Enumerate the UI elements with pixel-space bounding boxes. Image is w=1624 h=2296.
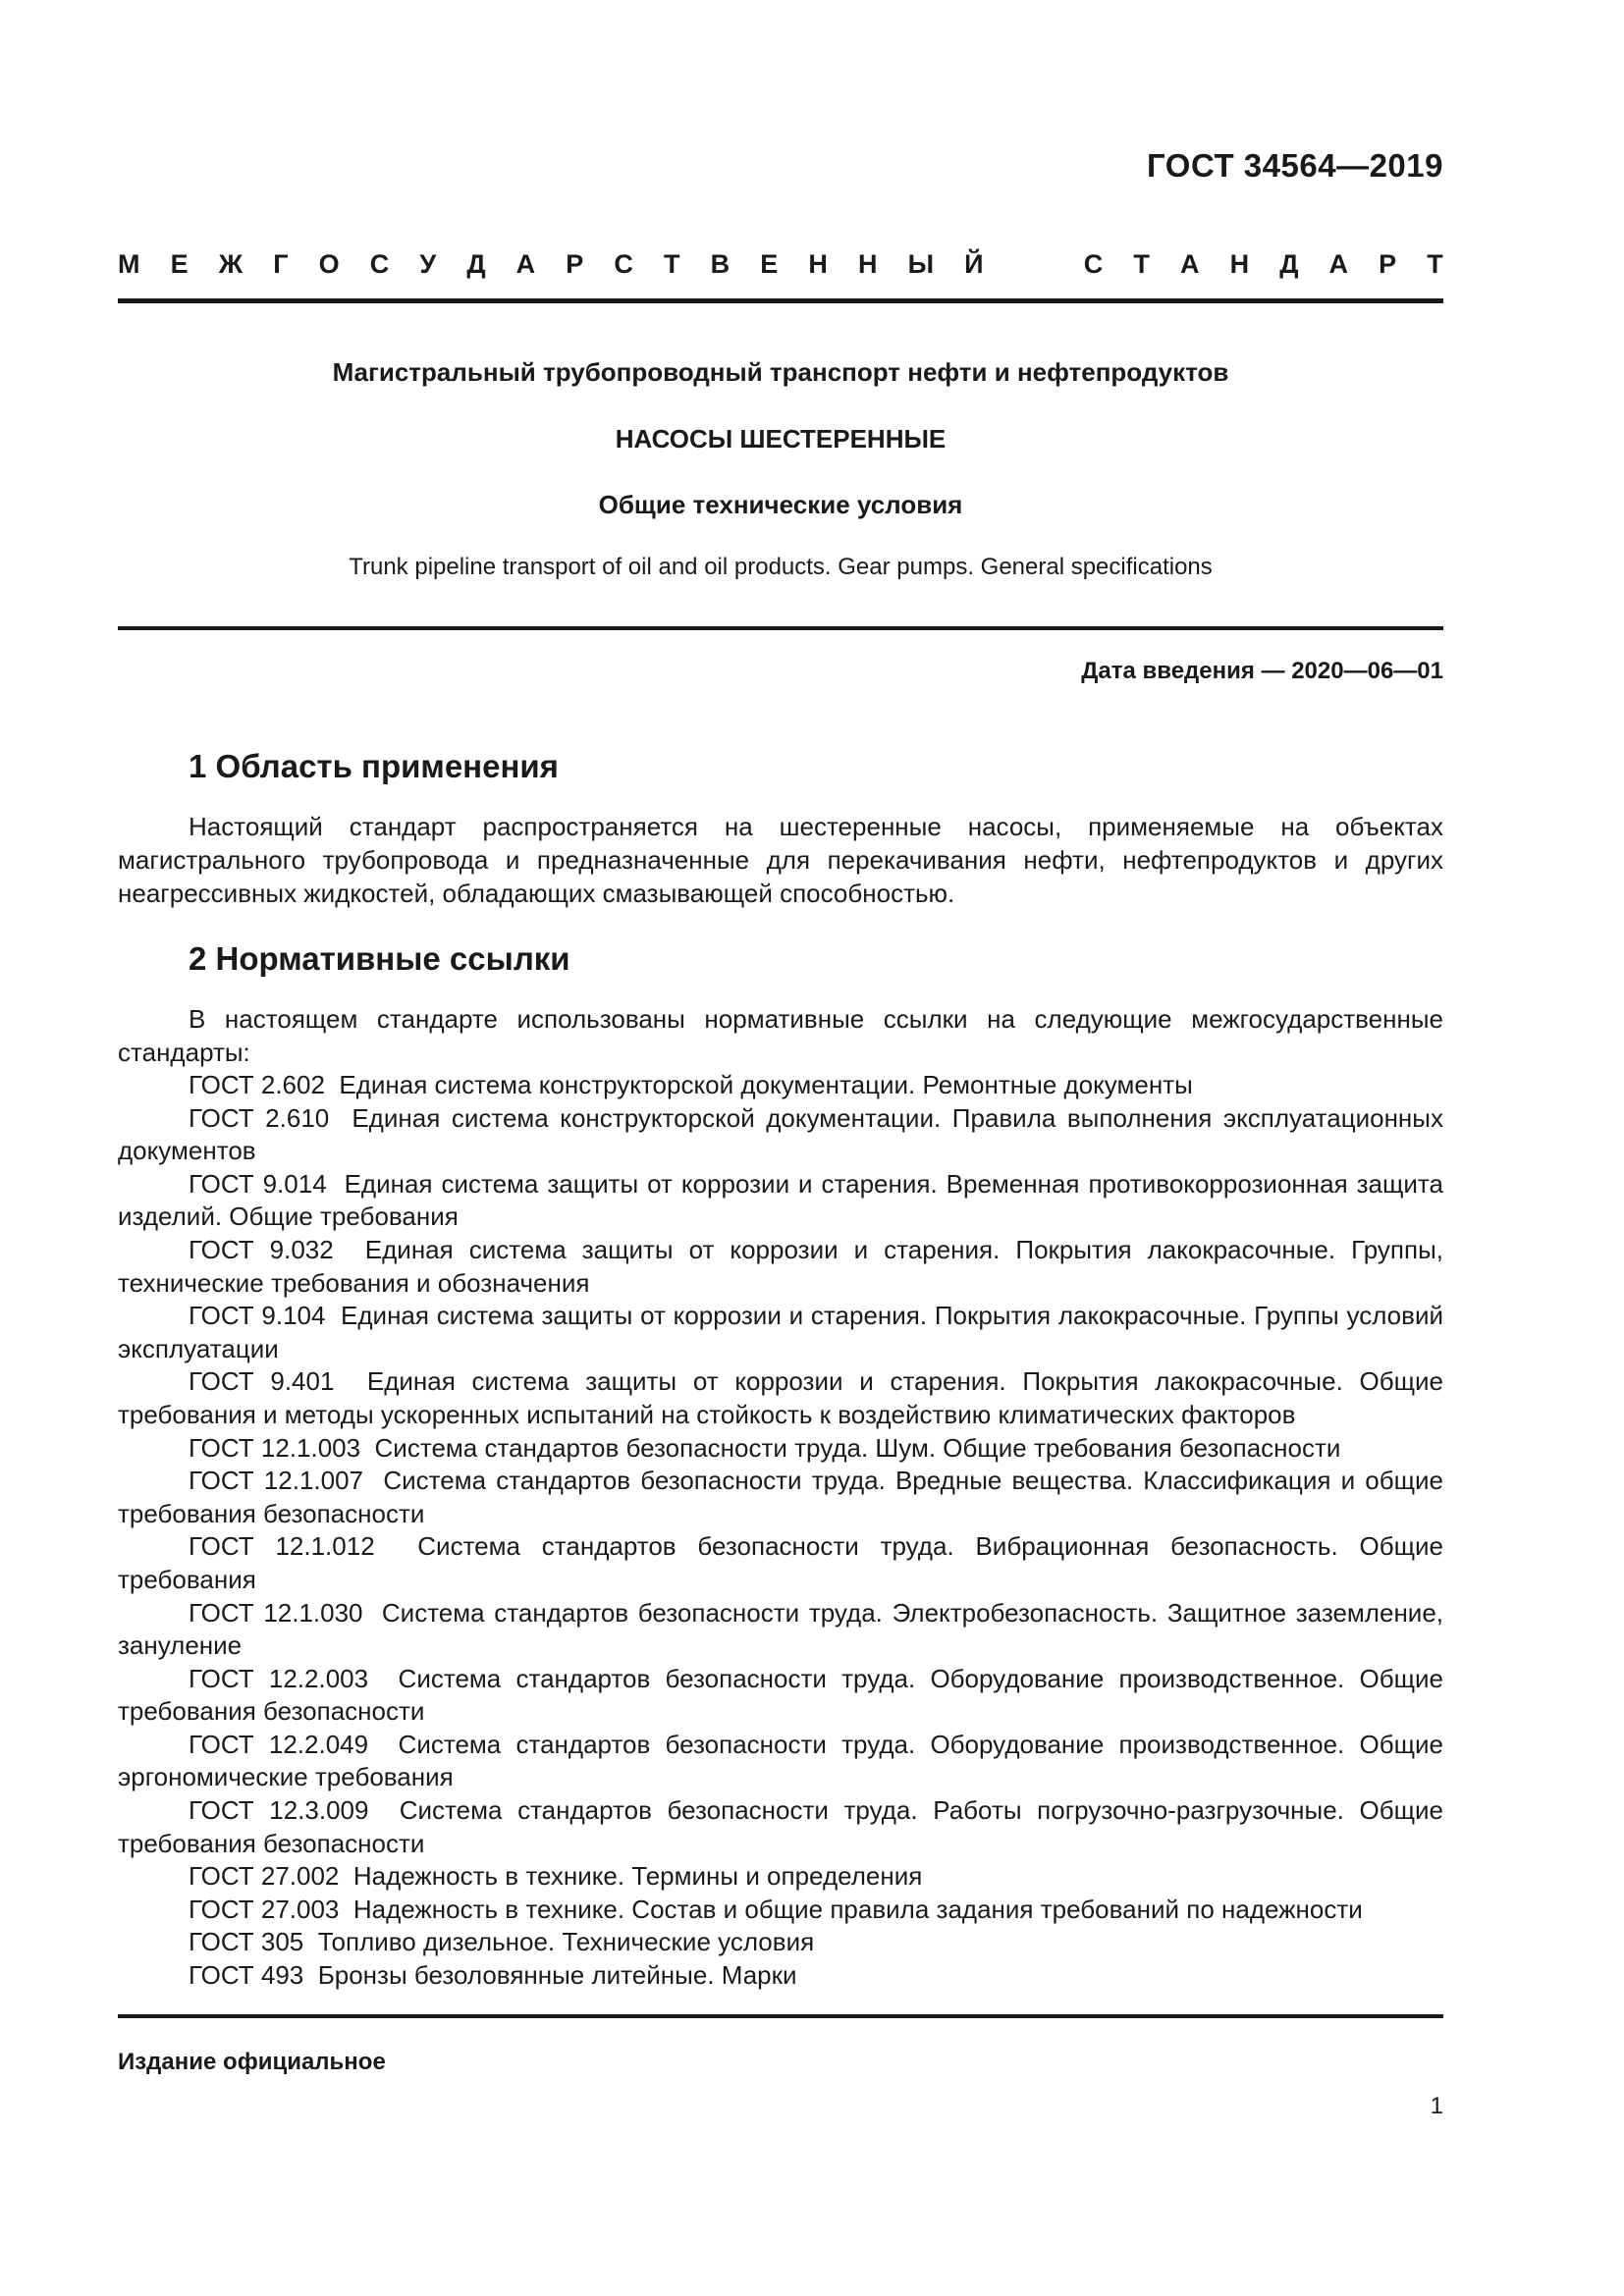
reference-item: [118, 1234, 1443, 1300]
header-letter: Д: [1279, 249, 1299, 279]
header-letter: Й: [964, 249, 984, 279]
reference-title: Система стандартов безопасности труда. Вредные вещества. Классификация и общие требования безопасности: [118, 1466, 1443, 1528]
reference-title: Система стандартов безопасности труда. Работы погрузочно-разгрузочные. Общие требования безопасности: [118, 1795, 1443, 1858]
reference-item: [118, 1894, 1443, 1927]
header-letter: А: [1328, 249, 1349, 279]
reference-title: Бронзы безоловянные литейные. Марки: [317, 1960, 797, 1991]
reference-code: ГОСТ 27.003: [189, 1894, 340, 1924]
reference-item: [118, 1530, 1443, 1596]
reference-item: [118, 1168, 1443, 1234]
reference-list: [118, 1069, 1443, 1993]
introduction-date: Дата введения — 2020—06—01: [1081, 658, 1443, 684]
reference-title: Система стандартов безопасности труда. Вибрационная безопасность. Общие требования: [118, 1531, 1443, 1594]
reference-code: ГОСТ 12.2.049: [189, 1729, 369, 1759]
reference-item: [118, 1860, 1443, 1894]
reference-code: ГОСТ 12.2.003: [189, 1663, 369, 1693]
header-letter: Т: [1133, 249, 1150, 279]
reference-title: Топливо дизельное. Технические условия: [317, 1927, 815, 1957]
reference-title: Единая система конструкторской документации. Ремонтные документы: [339, 1070, 1193, 1099]
title-subtitle: Общие технические условия: [598, 490, 963, 519]
reference-item: [118, 1959, 1443, 1993]
header-band: [118, 249, 1443, 280]
reference-code: ГОСТ 305: [189, 1927, 304, 1957]
reference-title: Единая система конструкторской документации. Правила выполнения эксплуатационных документов: [118, 1102, 1443, 1166]
reference-title: Система стандартов безопасности труда. Оборудование производственное. Общие эргономические требования: [118, 1729, 1443, 1792]
reference-item: [118, 1663, 1443, 1729]
header-letter: В: [710, 249, 731, 279]
reference-code: ГОСТ 2.610: [189, 1102, 330, 1133]
reference-code: ГОСТ 12.1.030: [189, 1597, 363, 1628]
reference-code: ГОСТ 9.104: [189, 1301, 326, 1331]
header-letter: Г: [273, 249, 289, 279]
reference-title: Надежность в технике. Состав и общие правила задания требований по надежности: [352, 1894, 1363, 1924]
footer-rule: [118, 2014, 1443, 2018]
header-letter: С: [614, 249, 633, 279]
reference-item: [118, 1465, 1443, 1530]
reference-title: Единая система защиты от коррозии и старения. Временная противокоррозионная защита изделий. Общие требования: [118, 1168, 1443, 1232]
reference-title: Надежность в технике. Термины и определения: [352, 1861, 923, 1892]
header-letter: М: [118, 249, 140, 279]
page-number: 1: [1430, 2093, 1443, 2119]
reference-item: [118, 1069, 1443, 1102]
header-letter: [1014, 249, 1054, 280]
reference-code: ГОСТ 493: [189, 1960, 304, 1991]
section-1-paragraph: Настоящий стандарт распространяется на шестеренные насосы, применяемые на объектах магистрального трубопровода и предназначенные для перекачивания нефти, нефтепродуктов и других неагрессивных жидкостей, обладающих смазывающей способностью.: [118, 812, 1443, 908]
header-letter: А: [1179, 249, 1200, 279]
header-letter: Р: [566, 249, 584, 279]
header-letter: Н: [808, 249, 828, 279]
header-letter: О: [318, 249, 340, 279]
reference-item: [118, 1926, 1443, 1959]
reference-item: [118, 1597, 1443, 1663]
header-letter: Т: [664, 249, 680, 279]
document-page: [118, 0, 1443, 2296]
reference-code: ГОСТ 9.401: [189, 1366, 335, 1397]
doc-number: ГОСТ 34564—2019: [1147, 147, 1443, 184]
reference-item: [118, 1794, 1443, 1860]
reference-title: Единая система защиты от коррозии и старения. Покрытия лакокрасочные. Группы условий эксплуатации: [118, 1301, 1443, 1363]
reference-code: ГОСТ 12.1.003: [189, 1432, 361, 1463]
edition-label: Издание официальное: [118, 2049, 386, 2075]
section-1-title: 1 Область применения: [189, 748, 559, 784]
header-letter: Т: [1427, 249, 1443, 279]
header-letter: Н: [857, 249, 878, 279]
reference-title: Единая система защиты от коррозии и старения. Покрытия лакокрасочные. Группы, технические требования и обозначения: [118, 1234, 1443, 1298]
header-letter: Ы: [907, 249, 935, 279]
reference-title: Единая система защиты от коррозии и старения. Покрытия лакокрасочные. Общие требования и методы ускоренных испытаний на стойкость к воздействию климатических факторов: [118, 1366, 1444, 1429]
reference-code: ГОСТ 12.3.009: [189, 1795, 369, 1826]
reference-item: [118, 1102, 1443, 1168]
reference-item: [118, 1432, 1443, 1466]
header-rule: [118, 298, 1443, 303]
reference-code: ГОСТ 2.602: [189, 1070, 325, 1099]
reference-code: ГОСТ 9.032: [189, 1234, 334, 1264]
section-2-intro-paragraph: В настоящем стандарте использованы нормативные ссылки на следующие межгосударственные стандарты:: [118, 1004, 1443, 1067]
section-2-title: 2 Нормативные ссылки: [189, 940, 570, 977]
header-letter: С: [1083, 249, 1104, 279]
header-letter: Е: [170, 249, 189, 279]
section-1-body: [118, 810, 1443, 910]
reference-title: Система стандартов безопасности труда. Оборудование производственное. Общие требования безопасности: [118, 1663, 1443, 1727]
reference-code: ГОСТ 12.1.012: [189, 1531, 375, 1562]
section-2-intro: [118, 1002, 1443, 1069]
reference-code: ГОСТ 9.014: [189, 1168, 327, 1199]
header-letter: Н: [1229, 249, 1250, 279]
title-name: НАСОСЫ ШЕСТЕРЕННЫЕ: [615, 424, 947, 454]
reference-item: [118, 1300, 1443, 1365]
header-letter: Д: [466, 249, 486, 279]
reference-code: ГОСТ 27.002: [189, 1861, 340, 1892]
header-letter: У: [419, 249, 437, 279]
title-rule: [118, 626, 1443, 630]
header-letter: Р: [1379, 249, 1397, 279]
reference-title: Система стандартов безопасности труда. Электробезопасность. Защитное заземление, зануление: [118, 1597, 1444, 1661]
title-english: Trunk pipeline transport of oil and oil products. Gear pumps. General specifications: [349, 554, 1213, 580]
reference-title: Система стандартов безопасности труда. Шум. Общие требования безопасности: [374, 1432, 1341, 1463]
header-letter: Ж: [218, 249, 244, 279]
header-letter: А: [515, 249, 536, 279]
reference-item: [118, 1729, 1443, 1794]
title-upper: Магистральный трубопроводный транспорт нефти и нефтепродуктов: [332, 357, 1229, 387]
reference-code: ГОСТ 12.1.007: [189, 1466, 364, 1496]
reference-item: [118, 1365, 1443, 1431]
header-letter: С: [369, 249, 390, 279]
header-letter: Е: [760, 249, 779, 279]
